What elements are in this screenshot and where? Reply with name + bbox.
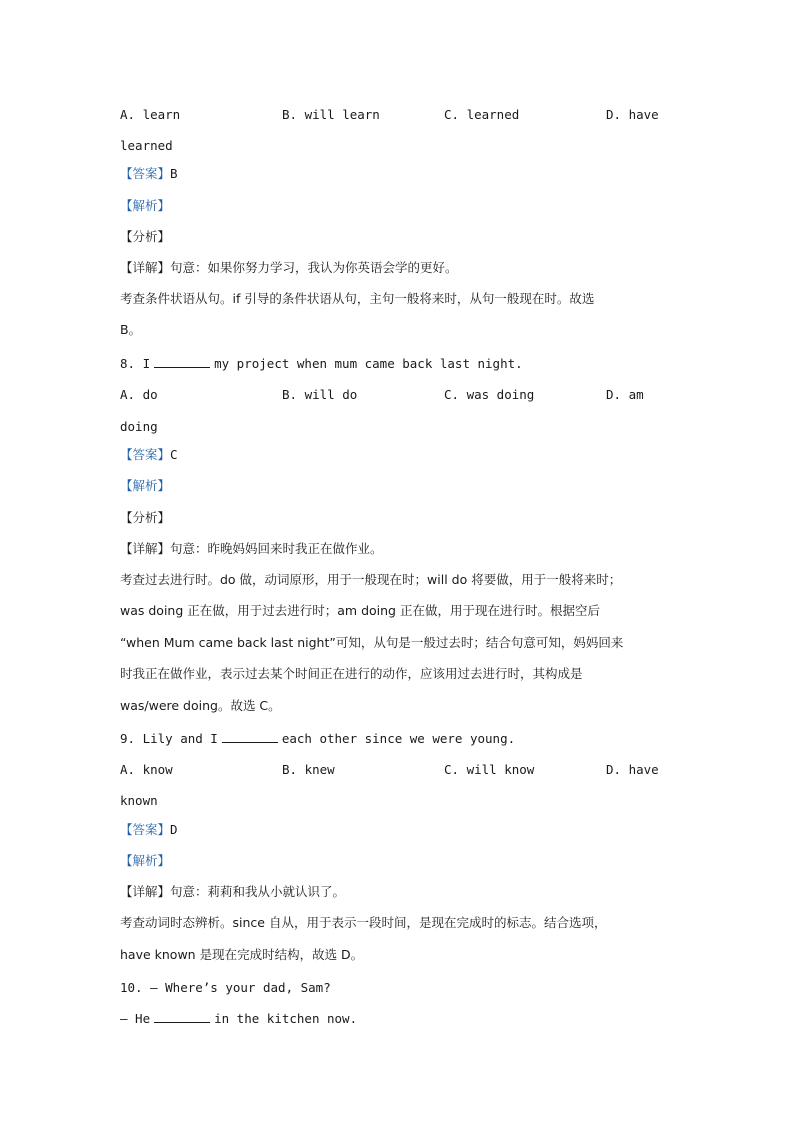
option-a: A. do bbox=[120, 387, 158, 402]
analysis-tag: 【解析】 bbox=[120, 853, 171, 868]
detail-line bbox=[120, 541, 383, 557]
explanation-line: have known 是现在完成时结构，故选 D。 bbox=[120, 947, 364, 962]
detail-tag: 【详解】 bbox=[120, 884, 171, 899]
detail-text: 句意：莉莉和我从小就认识了。 bbox=[170, 884, 346, 899]
stem-start: 8. I bbox=[120, 356, 151, 371]
answer-value: D bbox=[170, 822, 178, 837]
answer-blank bbox=[222, 731, 278, 743]
answer-tag: 【答案】 bbox=[120, 447, 171, 462]
answer-blank bbox=[154, 356, 210, 368]
option-c: C. learned bbox=[444, 107, 520, 122]
detail-text: 句意：如果你努力学习，我认为你英语会学的更好。 bbox=[170, 260, 458, 275]
option-d-wrap: doing bbox=[120, 419, 158, 434]
stem-end: each other since we were young. bbox=[281, 731, 516, 746]
answer-blank bbox=[154, 1011, 210, 1023]
option-b: B. knew bbox=[282, 762, 335, 777]
detail-tag: 【详解】 bbox=[120, 260, 171, 275]
explanation-line: was/were doing。故选 C。 bbox=[120, 698, 281, 713]
answer-line bbox=[120, 447, 178, 463]
question-stem bbox=[120, 356, 523, 372]
explanation-line: 考查动词时态辨析。since 自从，用于表示一段时间，是现在完成时的标志。结合选项， bbox=[120, 915, 607, 930]
detail-tag: 【详解】 bbox=[120, 541, 171, 556]
stem-end: my project when mum came back last night. bbox=[214, 356, 523, 371]
explanation-line: 考查过去进行时。do 做，动词原形，用于一般现在时；will do 将要做，用于一般将来时； bbox=[120, 572, 622, 587]
analysis-tag: 【解析】 bbox=[120, 198, 171, 213]
fenxi-tag: 【分析】 bbox=[120, 229, 171, 244]
option-c: C. was doing bbox=[444, 387, 535, 402]
detail-line bbox=[120, 884, 345, 900]
answer-tag: 【答案】 bbox=[120, 166, 171, 181]
detail-text: 句意：昨晚妈妈回来时我正在做作业。 bbox=[170, 541, 383, 556]
option-c: C. will know bbox=[444, 762, 535, 777]
detail-line bbox=[120, 260, 458, 276]
answer-line bbox=[120, 166, 178, 182]
question-stem: 10. — Where’s your dad, Sam? bbox=[120, 980, 331, 995]
answer-value: B bbox=[170, 166, 178, 181]
question-stem bbox=[120, 731, 515, 747]
option-b: B. will do bbox=[282, 387, 358, 402]
option-a: A. know bbox=[120, 762, 173, 777]
option-d: D. am bbox=[606, 387, 644, 402]
option-d: D. have bbox=[606, 762, 659, 777]
answer-line bbox=[120, 822, 178, 838]
explanation-line: B。 bbox=[120, 322, 142, 337]
analysis-tag: 【解析】 bbox=[120, 478, 171, 493]
option-d-wrap: learned bbox=[120, 138, 173, 153]
option-a: A. learn bbox=[120, 107, 181, 122]
stem-end: in the kitchen now. bbox=[214, 1011, 358, 1026]
fenxi-tag: 【分析】 bbox=[120, 510, 171, 525]
explanation-line: “when Mum came back last night”可知，从句是一般过去时；结合句意可知，妈妈回来 bbox=[120, 635, 624, 650]
option-d-wrap: known bbox=[120, 793, 158, 808]
explanation-line: was doing 正在做，用于过去进行时；am doing 正在做，用于现在进行时。根据空后 bbox=[120, 603, 600, 618]
stem-start: — He bbox=[120, 1011, 151, 1026]
answer-tag: 【答案】 bbox=[120, 822, 171, 837]
stem-start: 9. Lily and I bbox=[120, 731, 218, 746]
explanation-line: 时我正在做作业，表示过去某个时间正在进行的动作，应该用过去进行时，其构成是 bbox=[120, 666, 583, 681]
option-b: B. will learn bbox=[282, 107, 380, 122]
option-d: D. have bbox=[606, 107, 659, 122]
explanation-line: 考查条件状语从句。if 引导的条件状语从句，主句一般将来时，从句一般现在时。故选 bbox=[120, 291, 595, 306]
dialogue-line bbox=[120, 1011, 357, 1027]
answer-value: C bbox=[170, 447, 178, 462]
